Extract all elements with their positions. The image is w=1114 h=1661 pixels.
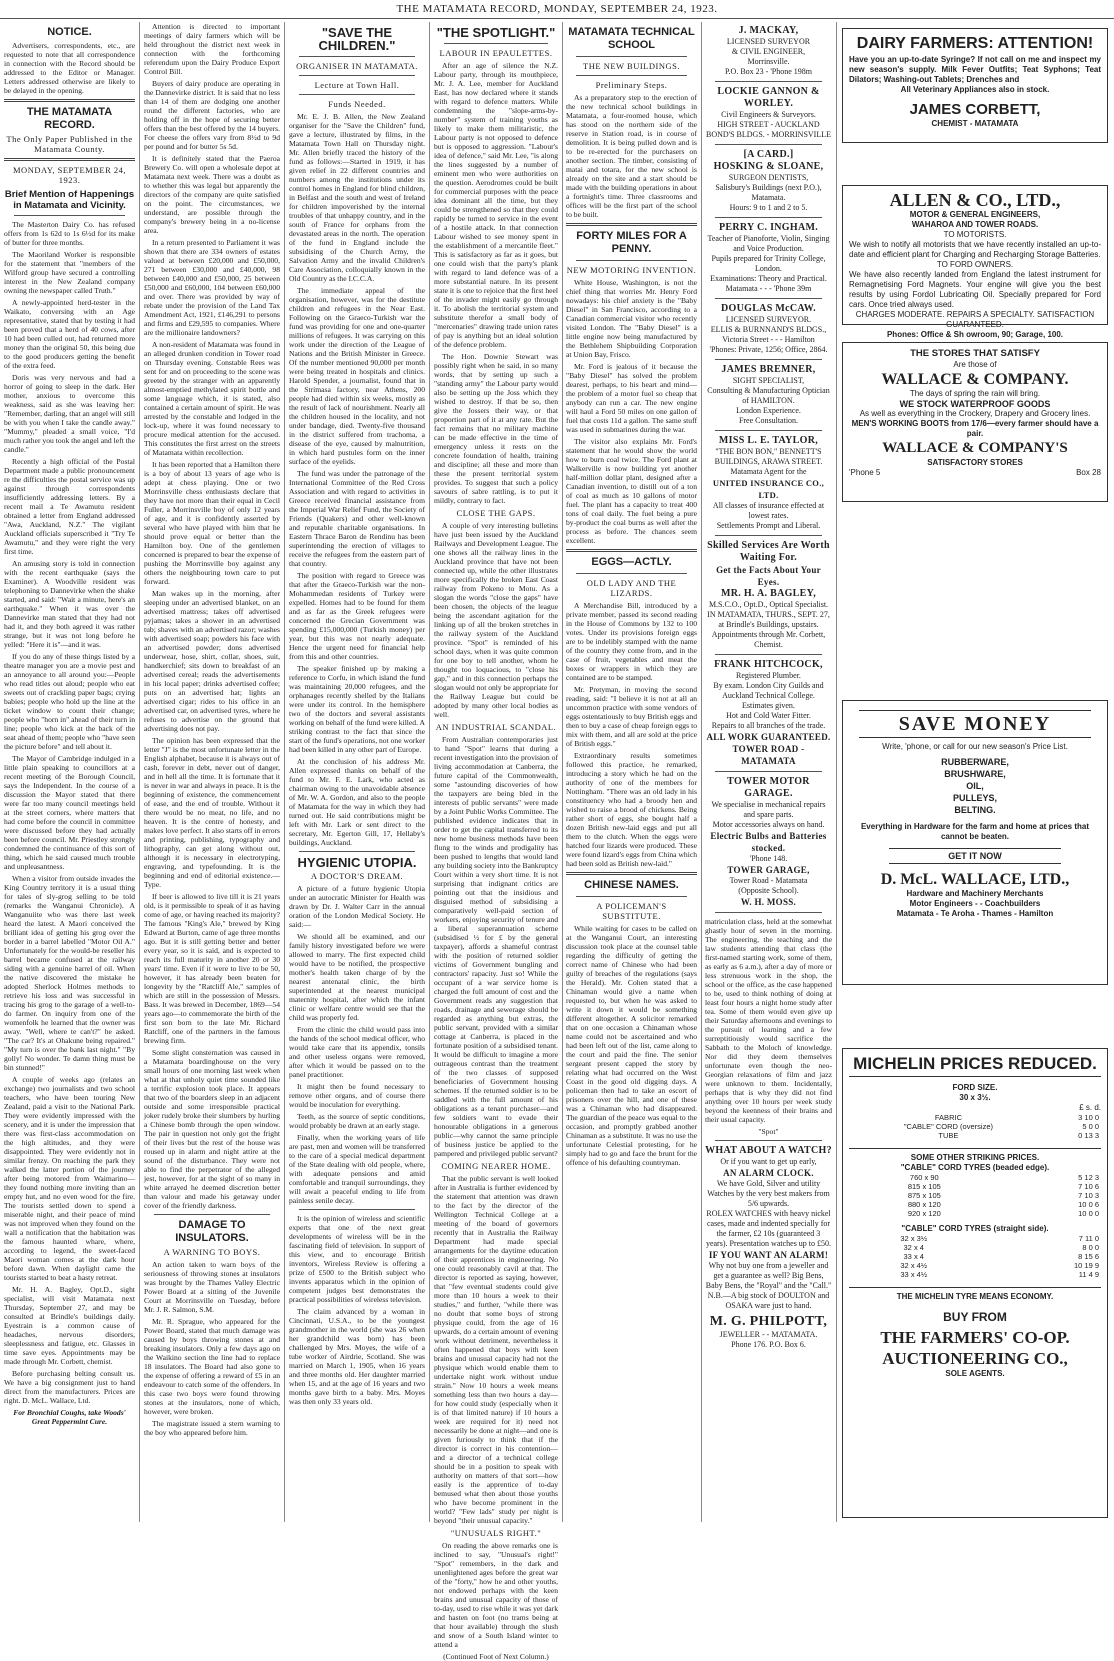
paragraph: In a return presented to Parliament it was shown that there are 334 owners of estates valued at between £20,000 and £50,000, 271 between £30,000 and £40,000, 98 between £40,000 and £50,000, 25 between £50,000 and £60,000, 104 between £60,000 and over. There was provided by way of rebate under the provision of the Land Tax Amendment Act, 1921, £146,291 to persons and firms and £29,595 to companies. Where are the millionaire landowners? [144,238,280,337]
table-row: 33 x 4 8 15 6 [903,1252,1099,1261]
paragraph: It is definitely stated that the Paeroa Brewery Co. will open a wholesale depot at Matamata next week. There was a doubt as to whether this was legal but apparently the directors of the company are quite satisfied on the point. The circumstances, we understand, are possible through the company's brewery being in a no-license area. [144,154,280,235]
table-row: 760 x 90 5 12 3 [909,1173,1099,1182]
paragraph: The position with regard to Greece was that after the Graeco-Turkish war the non-Mohammedan residents of Turkey were expelled. Homes had to be found for them and as far as the Greek refugees were concerned the Grecian Government was spending £15,000,000 (Turkish money) per year, but this was not nearly adequate. Hence the urgent need for financial help from this and other countries. [289,571,425,661]
column-4 [434,22,559,1661]
paragraph: Buyers of dairy produce are operating in the Dannevirke district. It is said that no less than 14 of them are dodging one another round the different factories, who are holding off in the hope of securing better offers than the best offered by the 14 buyers. For cheese the offers vary from 8½d to 9d per pound and for butter 5s 5d. [144,79,280,151]
lecture-subtitle: Lecture at Town Hall. [314,80,400,90]
eggs-subtitle: OLD LADY AND THE LIZARDS. [586,578,677,598]
paragraph: Mr. E. J. B. Allen, the New Zealand organiser for the "Save the Children" fund, gave a lecture, illustrated by films, in the Matamata Town Hall on Thursday night. Mr. Allen briefly traced the history of the fund as follows:—Started in 1919, it has given relief in 22 different countries and numbers among the institutions under its control homes in England for blind children, in Belfast and the south and west of Ireland for children impoverished by the internal troubles of that unhappy country, and in the south of France for orphans from the devastated areas in the north. The operation of the fund in England include the subsidising of the Church Army, the Salvation Army and the invalid Children's Care Association, colloquially known in the Old Country as the I.C.C.A. [289,112,425,283]
technical-school-title: MATAMATA TECHNICAL SCHOOL [568,26,695,51]
table-row: 33 x 4½ 11 4 9 [900,1270,1099,1279]
paragraph: We should all be examined, and our family history investigated before we were allowed to marry. The first expected child would have to be notified, the prospective mother's health taken charge of by the nearest antenatal clinic, the birth superintended at the nearest municipal maternity hospital, after which the infant clinic or welfare centre would see that the child was properly fed. [289,932,425,1022]
paragraph: A couple of weeks ago (relates an exchange) two journalists and two school teachers, who have been touring New Zealand, paid a visit to the National Park. They were evidently impressed with the scenery, and it is under the impression that there was first-class accommodation on the high altitudes, and they were disappointed. They were evidently not in similar frenzy. On reaching the park they walked the latter portion of the journey after being motored from Waimarino—they found nothing more inviting than an empty hut, and no even wood for the fire. The tourists settled down to spend a miserable night, and their peace of mind was not improved when they found on the wall a notification that the habitation was the famous haunted whare, where, according to legend, the sweet-faced Maori woman comes at the dark hour before dawn. When daylight came the tourists started to beat a hasty retreat. [4,1075,135,1282]
paragraph: Mr. H. A. Bagley, Opt.D., sight specialist, will visit Matamata next Thursday, September 27, and may be consulted at Brindle's buildings daily. Eyestrain is a common cause of headaches, nervous disorders, sleeplessness and fatigue, etc. Glasses in time save eyes. Appointments may be made through Mr. Corbett, chemist. [4,1285,135,1366]
paragraph: The opinion has been expressed that the letter "J" is the most unfortunate letter in the English alphabet, because it is always out of cash, forever in debt, never out of danger, and in hell all the time. It is fortunate that it is never in war and always in peace. It is the beginning of existence, the commencement of ease, and the end of trouble. Without it there would be no meat, no life, and no heaven. It is the centre of honesty, and makes love perfect. It also starts off in errors and printing, publishing, typography and lithography, can get along without out, although it is necessary in electrotyping, engraving, and typefounding. It is the beginning and end of editorial existence.—Type. [144,736,280,889]
column-rule [836,22,837,1522]
column-rule [429,22,430,1522]
penny-subtitle: NEW MOTORING INVENTION. [566,265,697,275]
masthead: THE MATAMATA RECORD, MONDAY, SEPTEMBER 24, 1923. [0,0,1114,19]
paragraph: It has been reported that a Hamilton there is a boy of about 13 years of age who is adept at chess playing. One or two Morrinsville chess enthusiasts declare that they have not more than their equal in Cecil Fuller, a Morrinsville boy of only 12 years of age, and it is confidently asserted by several who have played with him that he should prove equal or better than the Hamilton boy. One of the gentlemen concerned is prepared to bear the expense of pushing the Morrinsville boy against any others the neighbouring town care to put forward. [144,460,280,586]
column-2 [144,22,280,1522]
dateline: MONDAY, SEPTEMBER 24, 1923. [13,165,126,185]
continued-note: (Continued Foot of Next Column.) [443,1652,549,1661]
ad-dairy-farmers: DAIRY FARMERS: ATTENTION! Have you an up-to-date Syringe? If not call on me and inspect my new season's supply. Milk Fever Outfits; Teat Syphons; Teat Dilators; Washing-out Tablets; Drenches and All Veterinary Appliances also in stock. JAMES CORBETT, CHEMIST - MATAMATA [842,28,1108,143]
paragraph: Mr. Pretyman, in moving the second reading, said: "I believe it is not at all an uncommon practice with some vendors of eggs ostentatiously to buy British eggs and then to buy a case of cheap foreign eggs to mix with them, and all are sold at the price of British eggs." [566,685,697,748]
ad-wallace-stores: THE STORES THAT SATISFY Are those of WALLACE & COMPANY. The days of spring the rain will bring. WE STOCK WATERPROOF GOODS As well as everything in the Crockery, Drapery and Grocery lines. MEN'S WORKING BOOTS from 17/6—every farmer should have a pair. WALLACE & COMPANY'S SATISFACTORY STORES 'Phone 5 Box 28 [842,342,1108,502]
table-row: 815 x 105 7 10 6 [907,1182,1099,1191]
card-philpott: M. G. PHILPOTT, JEWELLER - - MATAMATA. Phone 176. P.O. Box 6. [709,1314,828,1349]
paper-name: THE MATAMATA RECORD. [26,106,113,131]
paragraph: Recently a high official of the Postal Department made a public pronouncement re the difficulties the postal service was up against through correspondents insufficiently addressing letters. By a recent mail a Te Awamutu resident obtained a letter from England addressed "Awa, Auckland, N.Z." The vigilant Auckland officials superscribed it "Try Te Awamutu," and they were right the very first time. [4,457,135,556]
funds-subtitle: Funds Needed. [328,99,386,109]
paragraph: A picture of a future hygienic Utopia under an autocratic Minister for Health was drawn by Dr. J. Walter Carr in the annual oration of the London Medical Society. He said:— [289,884,425,929]
unusual-subtitle: "UNUSUALS RIGHT." [450,1528,542,1538]
paragraph: It might then be found necessary to remove other organs, and of course there would be inoculation for everything. [289,1082,425,1109]
column-rule [139,22,140,1522]
ad-michelin: MICHELIN PRICES REDUCED. FORD SIZE. 30 x 3½. £ s. d. FABRIC 3 10 0 "CABLE" CORD (oversize) 5 0 0 TUBE 0 13 3 SOME OTHER STRIKING PRICES. "CABLE" CORD TYRES (beaded edge). 760 x 90 5 12 3 815 x 105 7 10 6 875 x 105 7 10 3 880 x 120 10 0 6 920 x 120 10 0 0 "CABLE" CORD TYRES (straight side). 32 x 3½ 7 11 0 32 x 4 8 0 0 33 x 4 8 15 6 32 x 4½ 10 19 9 33 x 4½ 11 4 9 THE MICHELIN TYRE MEANS ECONOMY. BUY FROM THE FARMERS' CO-OP. AUCTIONEERING CO., SOLE AGENTS. [842,1048,1108,1518]
paragraph: After an age of silence the N.Z. Labour party, through its mouthpiece, Mr. J. A. Lee, member for Auckland East, has now declared where it stands with regard to defence matters. While condemning the "slope-arms-by-number" system of training youths as likely to make them militaristic, the Labour party is not opposed to defence but is opposed to aggression. "Labour's idea of defence," said Mr. Lee, "is along the lines suggested by a number of eminent men who were authorities on the question. Aerodromes could be built for commercial purposes with the peace idea dominant all the time, but they could be strengthened so that they could rapidly be turned to service in the event of a hostile attack. In that connection Labour wished to see money spent in the establishment of a mercantile fleet." This is satisfactory as far as it goes, but one could wish that the party's plank with regard to land defence was of a more substantial nature. In its present state it is one to rejoice that the first heel of the invader might easily go through it. To abolish the territorial system and substitute therefor a small body of "mercenaries" drawing trade union rates of pay is anything but an ideal solution of the defence problem. [434,61,558,349]
card-ingham: PERRY C. INGHAM. Teacher of Pianoforte, Violin, Singing and Voice Production. Pupils prepared for Trinity College, London. Examinations: Theory and Practical. Matamata - - - 'Phone 39m [707,222,830,293]
spotlight-subtitle: LABOUR IN EPAULETTES. [439,48,553,58]
table-row: 32 x 4½ 10 19 9 [900,1261,1099,1270]
paragraph: An amusing story is told in connection with the recent earthquake (says the Examiner). A Woodville resident was telephoning to Dannevirke when the shake started, and said: "Wait a minute, here's an earthquake." When it was over the Dannevirke man stated that they had not had it, and they both agreed it was rather strange, but it was not long before he yelled: "Here it is"—and it was. [4,559,135,649]
column-1 [4,22,135,1522]
paragraph: At the conclusion of his address Mr. Allen expressed thanks on behalf of the fund to Mr. F. E. Lark, who acted as chairman owing to the unavoidable absence of Mr. W. A. Gordon, and also to the people of Matamata for the way in which they had turned out. He said contributions might be left with Mr. Lark or sent direct to the secretary, Mr. Egerton Gill, 17, Hellaby's buildings, Auckland. [289,757,425,847]
penny-title: FORTY MILES FOR A PENNY. [576,230,687,255]
card-mccaw: DOUGLAS McCAW. LICENSED SURVEYOR. ELLIS & BURNNAND'S BLDGS., Victoria Street - - - Hamilton 'Phones: Private, 1256; Office, 2864. [709,303,828,354]
chinese-title: CHINESE NAMES. [584,879,679,891]
card-bremner: JAMES BREMNER, SIGHT SPECIALIST, Consulting & Manufacturing Optician of HAMILTON. London Experience. Free Consultation. [707,364,830,425]
ford-price-table [849,1113,1101,1140]
paragraph: A Merchandise Bill, introduced by a private member, passed its second reading in the House of Commons by 132 to 100 votes. Under its provisions foreign eggs are to be indelibly stamped with the name of the country they come from, and in the case of fruit, vegetables and meat the boxes or wrappers in which they are contained are to be stamped. [566,601,697,682]
paragraph: When a visitor from outside invades the King Country territory it is a usual thing for tales of sly-grog selling to be told (remarks the Wanganui Chronicle). A Wanganuiite who was there last week heard the latest. A Maori conceived the brilliant idea of getting his grog over the border in a barrel labelled "Motor Oil A." Unfortunately for the would-be reseller his barrel became confused at the railway siding with a genuine barrel of oil. When the native discovered the mistake he adopted Sherlock Holmes methods to retrieve his loss and was successful in tracing his grog to the garage of a well-to-do farmer. On inquiry from one of the womenfolk he learned that the owner was away. "Well, where te can't?" he asked. "The car? It's at Ohakune being repaired." "My turn is over the bank last night." "By golly! No wonder. Te damn thing must be bin stunned!" [4,874,135,1072]
card-hitchcock: FRANK HITCHCOCK, Registered Plumber. By exam. London City Guilds and Auckland Technical College. Estimates given. Hot and Cold Water Fitter. Repairs to all branches of the trade. ALL WORK GUARANTEED. TOWER ROAD - MATAMATA [706,659,831,766]
footer-ad: For Bronchial Coughs, take Woods' Great Peppermint Cure. [13,1408,126,1426]
beaded-price-table [849,1173,1101,1218]
preliminary-subtitle: Preliminary Steps. [595,80,668,90]
paragraph: That the public servant is well looked after in Australia is further evidenced by the statement that attention was drawn to the fact by the director of the Wellington Technical College at a meeting of the board of governors recently that in Australia the Railway Department had made special arrangements for the daytime education of their apprentices in engineering. No one could reasonably cavil at that. The director is reported as saying, however, that "few eventual students could give more than 10 hours a week to their studies," and further, "while there was no doubt that some boys of strong physique could, from the age of 16 upwards, do a certain amount of evening work without detriment, nevertheless it often happened that boys with keen brains and unusual capacity had not the physique which would enable them to undertake night work without undue strain." Now 10 hours a week means something less than two hours a day—for how could study (especially when it is of that limited nature) if 10 hours a week are required for it) need not necessarily be done at night—and one is given furiously to think that if the director is correct in his contention—and a director of a technical college should be in a position to speak with authority on matters of that sort—how easily is the apprentice of to-day bemused what then about those youths who have become prominent in the world? "Few lads" study per night is beyond "their unusual capacity." [434,1174,558,1525]
paragraph: The magistrate issued a stern warning to the boy who appeared before him. [144,1419,280,1437]
eggs-title: EGGS—ACTLY. [591,556,672,568]
notice-body: Advertisers, correspondents, etc., are requested to note that all correspondence in connection with the Record should be addressed to the Editor or Manager. Letters addressed otherwise are likely to be delayed in the opening. [4,41,135,95]
paragraph: The immediate appeal of the organisation, however, was for the destitute children and refugees in the Near East. Following on the Graeco-Turkish war the fund was providing for one and one-quarter millions of refugees. It was carrying on this work under the direction of the League of Nations and the British Minister in Greece. Of the number mentioned 90,000 per month were being treated in hospitals and clinics. Harold Spender, a journalist, found that in the Strimasa factory, near Athens, 200 people had died within six weeks, mostly as the result of lack of nourishment. Nearly all the children housed in the locality, and not under bandage, died. Twenty-five thousand in the district suffered from trachoma, a disease of the eye, caused by malnutrition, in which hard pustules form on the inner surface of the eyelids. [289,286,425,466]
table-row: 32 x 4 8 0 0 [903,1243,1099,1252]
paragraph: The fund was under the patronage of the International Committee of the Red Cross Association and with regard to activities in Greece received financial assistance from the Imperial War Relief Fund, the Society of Friends (Quakers) and other well-known and reputable charitable organisations. In Eastern Thrace Baron de Rendinu has been superintending the erection of villages to receive the refugees from the eastern part of that country. [289,469,425,568]
paragraph: Teeth, as the source of septic conditions, would probably be drawn at an early stage. [289,1112,425,1130]
column-6 [705,22,832,1522]
paragraph: The visitor also explains Mr. Ford's statement that he would show the world how to burn coal twice. The Ford plant at Walkerville is now building yet another half-million dollar plant, designed after a Canadian invention, to distill out of a ton of coal as much as 10 gallons of motor fuel. The plant has a capacity to treat 400 tons of coal daily. The fuel being a pure by-product the coal burns as well after the process as before. The chances seem excellent. [566,437,697,545]
hygienic-title: HYGIENIC UTOPIA. [297,855,417,870]
paragraph: From the clinic the child would pass into the hands of the school medical officer, who would take care that its appendix, tonsils and other useless organs were removed, after which it would be passed on to the panel practitioner. [289,1025,425,1079]
save-children-subtitle: ORGANISER IN MATAMATA. [296,61,418,71]
table-row: 880 x 120 10 0 6 [907,1200,1099,1209]
paragraph: A newly-appointed herd-tester in the Waikato, conversing with an Age representative, stated that by testing it had been proved that a herd of 40 cows, after 10 had been culled out, had returned more money than the original 50, this being due to the good producers getting the benefit of the extra feed. [4,298,135,370]
paragraph: As a preparatory step to the erection of the new technical school buildings in Matamata, a four-roomed house, which has stood on the northern side of the reserve in Station road, is in course of demolition. It is being pulled down and is to be re-erected for the purchasers on another section. The timber, consisting of matai and totara, for the new school is already on the site and a start should be made with the building operations in about a fortnight's time. Three classrooms and offices will be the first part of the school to be built. [566,93,697,219]
signature: "Spot" [758,1127,779,1136]
card-taylor: MISS L. E. TAYLOR, "THE BON BON," BENNETT'S BUILDINGS, ARAWA STREET. Matamata Agent for the UNITED INSURANCE CO., LTD. All classes of insurance effected at lowest rates. Settlements Prompt and Liberal. [712,435,825,530]
save-children-title: "SAVE THE CHILDREN." [318,25,396,53]
column-rule [284,22,285,1522]
card-mackay: J. MACKAY, LICENSED SURVEYOR & CIVIL ENGINEER, Morrinsville. P.O. Box 23 - 'Phone 198m [724,25,812,76]
damage-title: DAMAGE TO INSULATORS. [175,1219,249,1244]
table-row: 920 x 120 10 0 0 [907,1209,1099,1218]
scandal-subtitle: AN INDUSTRIAL SCANDAL. [435,722,557,732]
paper-tagline: The Only Paper Published in the Matamata County. [6,134,133,154]
paragraph: An action taken to warn boys of the seriousness of throwing stones at insulators was brought by the Thames Valley Electric Power Board at a sitting of the Juvenile Court at Morrinsville on Tuesday, before Mr. J. R. Salmon, S.M. [144,1260,280,1314]
chinese-subtitle: A POLICEMAN'S SUBSTITUTE. [596,901,667,921]
paragraph: Mr. Ford is jealous of it because the "Baby Diesel" has solved the problem dearest, perhaps, to his heart and mind—the problem of a motor fuel so cheap that anybody can run a car. The new engine will haul a Ford 50 miles on one gallon of fuel that costs 11d a gallon. The same stuff was used in submarines during the war. [566,362,697,434]
card-lockie: LOCKIE GANNON & WORLEY. Civil Engineers & Surveyors. HIGH STREET - AUCKLAND BOND'S BLDGS. - MORRINSVILLE [705,86,831,139]
paragraph: Extraordinary results sometimes followed this practice, he remarked, introducing a story which he had on the authority of one of the members for Nottingham. "There was an old lady in his constituency who had a broody hen and wished to raise a brood of chickens. Being rather short of eggs, she bought half a dozen British new-laid eggs and put all them to the clutch. When the eggs were hatched four lizards were produced. These were found lizard's eggs from China which had been sold as British new-laid." [566,751,697,868]
hygienic-subtitle: A DOCTOR'S DREAM. [310,871,404,881]
paragraph: Man wakes up in the morning, after sleeping under an advertised blanket, on an advertised mattress; takes off advertised pyjamas; takes a shower in an advertised tub; shaves with an advertised razor; washes with advertised soap; powders his face with an advertised powder; dons advertised underwear, hose, shirt, collar, shoes, suit, handkerchief; sits down to breakfast of an advertised cereal; reads the advertisements in his local paper; drinks advertised coffee; puts on an advertised hat; lights an advertised cigar; rides to his office in an advertised car, on advertised tyres, where he refuses to advertise on the ground that advertising does not pay. [144,589,280,733]
notice-title: NOTICE. [47,26,92,38]
paragraph: If beer is allowed to live till it is 21 years old, is it permissible to speak of it as having come of age, or having reached its majority? The famous "King's Ale," brewed by King Edward at Burton, came of age three months ago. But it is still getting better and better every year, so it is said, and is expected to reach its full maturity in another 20 or 30 years' time. Even if it were to live to be 50, however, it has already been beaten for longevity by the "Ratcliff Ale," samples of which are still in the possession of Messrs. Bass. It was brewed in December, 1869—54 years ago—to commemorate the birth of the first son born to the late Mr. Richard Ratcliff, one of the partners in the famous brewing firm. [144,892,280,1045]
paragraph: The Maoriland Worker is responsible for the statement that "members of the Wilford group have secured a controlling interest in the New Zealand company owning the newspaper called Truth." [4,250,135,295]
table-row: 32 x 3½ 7 11 0 [900,1234,1099,1243]
spotlight-title: "THE SPOTLIGHT." [436,25,556,40]
paragraph: Before purchasing belting consult us. We have a big consignment just to hand direct from the manufacturers. Prices are right. D. McL. Wallace, Ltd. [4,1369,135,1405]
ad-save-money: SAVE MONEY Write, 'phone, or call for our new season's Price List. RUBBERWARE, BRUSHWARE, OIL, PULLEYS, BELTING. Everything in Hardware for the farm and home at prices that cannot be beaten. GET IT NOW D. McL. WALLACE, LTD., Hardware and Machinery Merchants Motor Engineers - - Coachbuilders Matamata - Te Aroha - Thames - Hamilton [842,700,1108,985]
column-3 [289,22,425,1522]
paragraph: The claim advanced by a woman in Cincinnati, U.S.A., to be the youngest grandmother in the world (she was 26 when her grandchild was born) has been challenged by Mrs. Moyes, the wife of a tube worker of Airdrie, Scotland. She was married on March 1, 1905, when 16 years and three months old. Her daughter married when 15, and at the age of 16 years and two months gave birth to a baby. Mrs. Moyes was then only 33 years old. [289,1307,425,1406]
straight-price-table [849,1234,1101,1279]
paragraph: From Australian contemporaries just to hand "Spot" learns that during a recent investigation into the provision of living accommodation at Canberra, the future capital of the Commonwealth, some "astounding discoveries of how the taxpayers are being bled in the interests of public servants" were made by a Joint Public Works Committee. The published evidence indicates that in order to get the capital transferred to its new home business methods have been flung to the winds and prodigality has been pushed to lengths that would land any building society into the Bankruptcy Court within a very short time. It is not surprising that indignant critics are pointing out that the insidious and disguised method of subsidising a comparatively well-paid section of workers, enjoying security of tenure and a liberal superannuation scheme (subsidised ½ for £ by the general taxpayer), affords a shameful contrast with the position of returned soldier victims of Government bungling and contractors' rapacity. Just so! While the occupant of a war service home is charged the full amount of cost and the Government reads any suggestion that roads, drainage and sewerage should be regarded as anything but extras, the public servant, provided with a similar cottage at Canberra, is placed in the fortunate position of a subsidised tenant. It would be difficult to imagine a more outrageous contrast than the treatment of the two classes of supposed beneficiaries of Government housing schemes. If the returned soldier is to be saddled with the full amount of his obligations as a tenant purchaser—and few soldiers want to evade their honourable obligations in a generous public—why cannot the same principle of business justice be applied to the pampered and privileged public servant? [434,735,558,1158]
paragraph: White House, Washington, is not the chief thing that worries Mr. Henry Ford nowadays: his chief anxiety is the "Baby Diesel" in San Francisco, according to a Canadian commercial visitor who recently visited London. The "Baby Diesel" is a little engine now being manufactured by the Bethlehem Shipbuilding Corporation at Union Bay, Frisco. [566,278,697,359]
table-row: FABRIC 3 10 0 [934,1113,1099,1122]
paragraph: The Mayor of Cambridge indulged in a little plain speaking to councillors at a recent meeting of the Borough Council, says the Independent. In the course of a discussion the Mayor stated that there were far too many council meetings held at the street corners, where matters that had come before the council in committee were discussed before they had actually been before council. Mr. Priestley strongly condemned the continuance of this sort of thing, which he said caused much trouble and unpleasantness. [4,754,135,871]
paragraph: While waiting for cases to be called on at the Wanganui Court, an interesting discussion took place at the counsel table regarding the difficulty of getting the correct name of Chinese who had been guilty of breaches of the regulations (says the Herald). Mr. Cohen stated that a Chinaman would give a name when requested to, but when he was asked to write it down it would be something different altogether. A solicitor remarked that on one occasion a Chinaman whose name could not be ascertained and who had been left out of the list, came along to the court and paid the fine. The senior sergeant present capped the story by relating what had occurred on the West Coast in the good old digging days. A policeman then had to take an escort of prisoners over the hill, and one of these was a Chinaman who had disappeared. The guardian of the peace was equal to the occasion, and promptly grabbed another Chinaman as a substitute. It was no use the unfortunate Celestial protesting, for he simply had to go and face the brunt for the offence of his defaulting countryman. [566,924,697,1167]
brief-mention-title: Brief Mention of Happenings in Matamata and Vicinity. [4,189,135,211]
column-5 [566,22,697,1522]
paragraph: Finally, when the working years of life are past, men and women will be transferred to the care of a special medical department of the State dealing with old people, where, with adequate pensions and amid comfortable and tranquil surroundings, they will await a peaceful ending to life from painless senile decay. [289,1133,425,1205]
table-row: TUBE 0 13 3 [938,1131,1099,1140]
table-row: 875 x 105 7 10 3 [907,1191,1099,1200]
gaps-subtitle: CLOSE THE GAPS. [456,508,536,518]
card-watch: WHAT ABOUT A WATCH? Or if you want to get up early, AN ALARM CLOCK. We have Gold, Silver and utility Watches by the very best makers from 5/6 upwards. ROLEX WATCHES with heavy nickel cases, made and indented specially for the farmer, £2 10s (guaranteed 3 years). Presentation watches up to £50. IF YOU WANT AN ALARM! Why not buy one from a jeweller and get a guarantee as well? Big Bens, Baby Bens, the "Royal" and the "Call." N.B.—A big stock of DOULTON and OSAKA ware just to hand. [705,1145,832,1310]
paragraph: A couple of very interesting bulletins have just been issued by the Auckland Railways and Development League. The one shows all the railway lines in the Auckland province that have not been connected up, while the other illustrates more specifically the broken East Coast railway from Pokeno to Motu. As a slogan the words "close the gaps" have been chosen, the objects of the league being the ascendant agitation for the linking up of all the broken stretches in the railway system of the Auckland province. "Spot" is reminded of his school days, when it was quite common for one boy to tell another, whom he thought too loquacious, to "close his gap," and in this connection perhaps the slogan would not only be appropriate for the Railway League but could be adopted by many other local bodies as well. [434,521,559,719]
paragraph: On reading the above remarks one is inclined to say, "Unusual's right!" "Spot" remembers, in the dark and unenlightened ages before the great war of the "forty," how he and other youths, not endowed perhaps with the keen brains and unusual capacity of those of to-day, used to rise while it was yet dark and hasten on foot (no trams being at that hour available) through the slush and snow of a South Island winter to attend a [434,1541,558,1649]
ad-allen: ALLEN & CO., LTD., MOTOR & GENERAL ENGINEERS, WAHAROA AND TOWER ROADS. TO MOTORISTS. We wish to notify all motorists that we have recently installed an up-to-date and efficient plant for Charging and Recharging Storage Batteries. TO FORD OWNERS. We have also recently landed from England the latest instrument for Remagnetising Ford Magnets. Your engine will give you the best results by using Fordol Lubricating Oil. Specially prepared for Ford cars. Once tried always used. CHARGES MODERATE. REPAIRS A SPECIALTY. SATISFACTION GUARANTEED. Phones: Office & Sh owroom, 90; Garage, 100. [842,185,1108,325]
damage-subtitle: A WARNING TO BOYS. [163,1247,261,1257]
column-rule [701,22,702,1522]
card-hosking: [A CARD.] HOSKING & SLOANE, SURGEON DENTISTS, Salisbury's Buildings (next P.O.), Matamata. Hours: 9 to 1 and 2 to 5. [713,149,824,212]
paragraph: If you do any of these things listed by a theatre manager you are a movie pest and an annoyance to all around you:—People who read titles out aloud; people who eat sweets out of crackling paper bags; crying babies; people who hold up the line at the ticket window to count their change; people who "horn in" ahead of their turn in line; people who kick at the back of the seat ahead of them; people who "have seen the picture before" and tell about it. [4,652,135,751]
paragraph: A non-resident of Matamata was found in an alleged drunken condition in Tower road on Thursday evening. Constable Rees was sent for and on proceeding to the scene was greeted by the stranger with an apparently almost-emptied methylated spirit bottle and some language which, it is stated, also contained a certain amount of spirit. He was arrested by the constable and lodged in the lock-up, where it was found necessary to procure medical attention for the accused. This constitutes the first arrest on the streets of Matamata within recollection. [144,340,280,457]
card-tower-garage: TOWER MOTOR GARAGE. We specialise in mechanical repairs and spare parts. Motor accessories always on hand. Electric Bulbs and Batteries stocked. 'Phone 148. TOWER GARAGE, Tower Road - Matamata (Opposite School). W. H. MOSS. [710,776,827,907]
card-bagley: Skilled Services Are Worth Waiting For. Get the Facts About Your Eyes. MR. H. A. BAGLEY, M.S.C.O., Opt.D., Optical Specialist. IN MATAMATA, THURS., SEPT. 27, at Brindle's Buildings, upstairs. Appointments through Mr. Corbett, Chemist. [707,540,830,649]
paragraph: Some slight consternation was caused in a Matamata boardinghouse on the very small hours of one morning last week when what at that unholy quiet time sounded like a terrific explosion took place. It appears that two of the boarders sleep in an adjacent outside and some irresponsible practical joker rudely broke their slumbers by hurling a Chinese bomb through the open window. The pair in question not only got the fright of their lives but the rest of the house was roused up in alarm and night attire at the sound of the disturbance. They were not able to find the perpetrator of the alleged jest, however, for at the sight of so many in white arrayed he deemed discretion better than valour and made his getaway under cover of the friendly darkness. [144,1048,280,1210]
column-rule [562,22,563,1522]
paragraph: It is the opinion of wireless and scientific experts that one of the next great developments of wireless will be in the fascinating field of television. In support of this view, and to encourage British inventors, Wireless Review is offering a prize of £500 to the British subject who invents apparatus which in the opinion of competent judges best demonstrates the practical possibilities of wireless television. [289,1214,425,1304]
paragraph: Doris was very nervous and had a horror of going to sleep in the dark. Her mother, anxious to overcome this weakness, said as she was leaving her: "Remember, darling, that an angel will still be with you when I take the candle away." "Mummy," pleaded a small voice, "I'd much rather you took the angel and left the candle." [4,373,136,454]
paragraph: matriculation class, held at the somewhat ghastly hour of seven in the morning. The engineering, the teaching and the law students attending that class (the first-named starting work, some of them, as early as 6 a.m.), after a day of more or less strenuous work in the shop, the school or the office, as the case happened to be, used to think nothing of doing at least four hours a night home study after tea. Some of them would even give up their Saturday afternoons and evenings to the pursuit of learning and a few surreptitiously would sacrifice the Sabbath to the Moloch of knowledge. Nor did they deem themselves unfortunate even though the neo-Georgian relaxations of film and jazz were unknown to them. Incidentally, perhaps that is why they did not find anything over 10 hours per week study beyond the keenness of their brains and their usual capacity. [705,917,832,1124]
paragraph: The speaker finished up by making a reference to Corfu, in which island the fund was maintaining 20,000 refugees, and the orphanages recently shelled by the Italians were under its control. In the hemisphere two of the doctors and several assistants working on behalf of the fund were killed. A striking contrast to the fact that since the start of the fund's operations, not one worker had been killed in any other part of Europe. [289,664,425,754]
paragraph: Attention is directed to important meetings of dairy farmers which will be held throughout the district next week in connection with the forthcoming referendum upon the Dairy Produce Export Control Bill. [144,22,280,76]
phone-label: 'Phone 5 [849,468,881,477]
home-subtitle: COMING NEARER HOME. [441,1161,551,1171]
technical-school-subtitle: THE NEW BUILDINGS. [583,61,680,71]
paragraph: The Hon. Downie Stewart was possibly right when he said, in so many words, that by setting up such a "standing army" the Labour party would also be setting up the Joss which they wished to destroy. If that be so, then give the Jossers their way, or that proportion part of it at any rate. But the fact remains that no military machine can be made effective in the time of emergency unless it rests on the concrete foundation of health, training and discipline; all these and more than these the present territorial system provides. To suggest that such a policy savours of sabre rattling, is to put it mildly, contrary to fact. [434,352,558,505]
box-label: Box 28 [1076,468,1101,477]
paragraph: Mr. R. Sprague, who appeared for the Power Board, stated that much damage was caused by boys throwing stones at and breaking insulators. Only a few days ago on the Waikino section the line had to replace 18 insulators. The Board had also gone to the expense of offering a reward of £5 in an endeavour to catch some of the offenders. In this case two boys were found throwing stones at the insulators, none of which, however, were broken. [144,1317,280,1416]
table-row: "CABLE" CORD (oversize) 5 0 0 [903,1122,1099,1131]
paragraph: The Masterton Dairy Co. has refused offers from 1s 62d to 1s 6½d for its make of butter for three months. [4,220,135,247]
